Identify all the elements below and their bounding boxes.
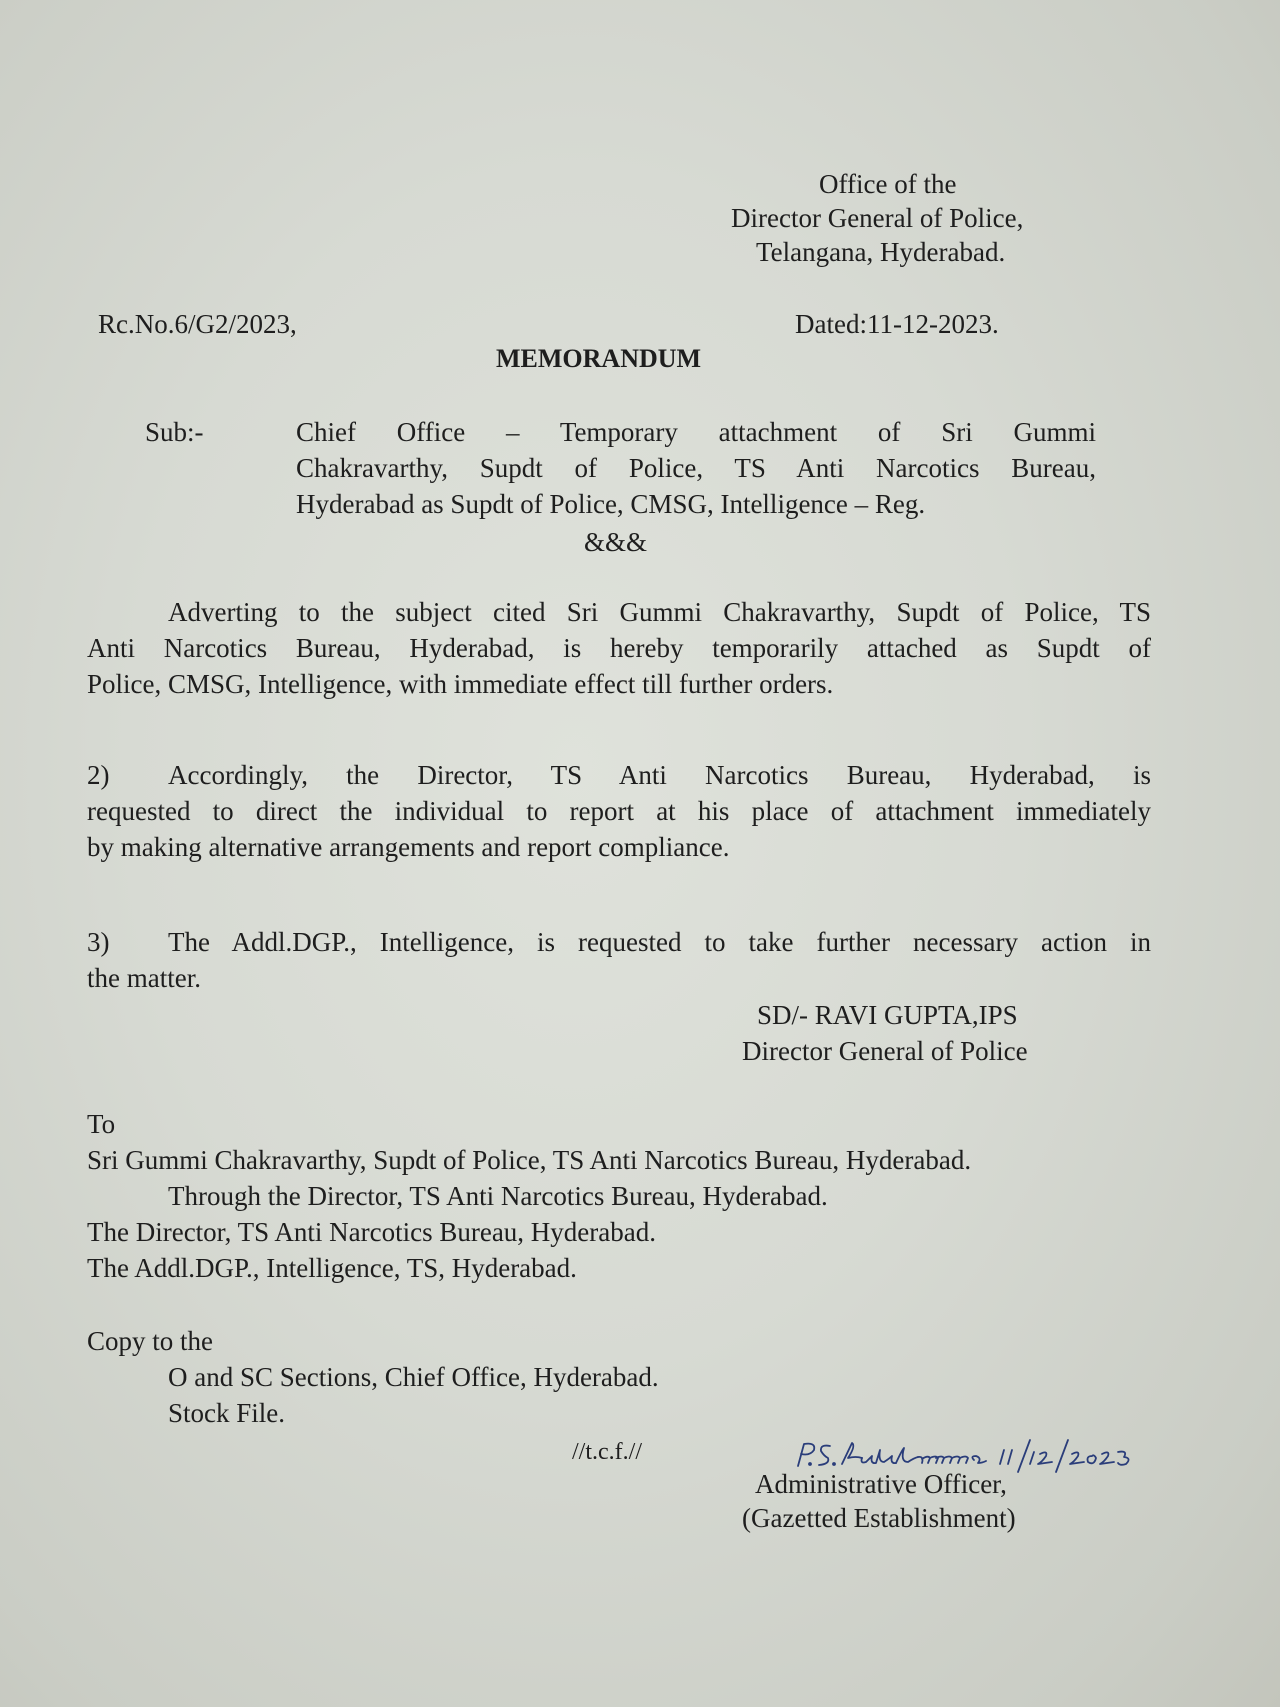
office-line-2: Director General of Police, <box>731 203 1024 233</box>
paragraph-3-number: 3) <box>87 927 110 957</box>
paragraph-1-line-2: Anti Narcotics Bureau, Hyderabad, is hereby temporarily attached as Supdt of <box>87 633 1151 663</box>
subject-label: Sub:- <box>145 417 204 447</box>
office-line-1: Office of the <box>819 169 957 199</box>
subject-line-2: Chakravarthy, Supdt of Police, TS Anti Narcotics Bureau, <box>296 453 1096 483</box>
paragraph-1 <box>87 594 1151 702</box>
subject-line-1: Chief Office – Temporary attachment of Sri Gummi <box>296 417 1096 447</box>
signatory-designation: Director General of Police <box>742 1036 1028 1066</box>
paragraph-1-line-1: Adverting to the subject cited Sri Gummi Chakravarthy, Supdt of Police, TS <box>168 597 1151 627</box>
copy-to-2: Stock File. <box>168 1398 286 1428</box>
copy-to-1: O and SC Sections, Chief Office, Hyderabad. <box>168 1362 659 1392</box>
attesting-officer-unit: (Gazetted Establishment) <box>742 1503 1016 1533</box>
paragraph-3 <box>87 924 1151 996</box>
addressee-2: The Director, TS Anti Narcotics Bureau, Hyderabad. <box>87 1217 656 1247</box>
subject-separator: &&& <box>584 527 648 557</box>
paragraph-2-line-3: by making alternative arrangements and report compliance. <box>87 832 730 862</box>
subject-line-3: Hyderabad as Supdt of Police, CMSG, Intelligence – Reg. <box>296 489 926 519</box>
paragraph-2 <box>87 757 1151 865</box>
reference-number: Rc.No.6/G2/2023, <box>98 309 297 339</box>
addressee-1-through: Through the Director, TS Anti Narcotics Bureau, Hyderabad. <box>168 1181 828 1211</box>
document-title: MEMORANDUM <box>496 344 702 373</box>
subject-text <box>296 414 1096 522</box>
attesting-officer-title: Administrative Officer, <box>755 1469 1007 1499</box>
paragraph-2-line-2: requested to direct the individual to report at his place of attachment immediately <box>87 796 1151 826</box>
signatory-name: SD/- RAVI GUPTA,IPS <box>757 1000 1018 1030</box>
addressee-3: The Addl.DGP., Intelligence, TS, Hyderabad. <box>87 1253 577 1283</box>
paragraph-2-number: 2) <box>87 760 110 790</box>
addressee-1: Sri Gummi Chakravarthy, Supdt of Police, TS Anti Narcotics Bureau, Hyderabad. <box>87 1145 972 1175</box>
addressees-label: To <box>87 1109 116 1139</box>
true-copy-forwarded: //t.c.f.// <box>572 1439 642 1465</box>
paragraph-3-line-2: the matter. <box>87 963 201 993</box>
office-line-3: Telangana, Hyderabad. <box>756 237 1006 267</box>
paragraph-3-line-1: The Addl.DGP., Intelligence, is requested to take further necessary action in <box>168 927 1151 957</box>
paragraph-2-line-1: Accordingly, the Director, TS Anti Narcotics Bureau, Hyderabad, is <box>168 760 1151 790</box>
paragraph-1-line-3: Police, CMSG, Intelligence, with immediate effect till further orders. <box>87 669 834 699</box>
reference-date: Dated:11-12-2023. <box>795 309 999 339</box>
copy-to-label: Copy to the <box>87 1326 213 1356</box>
